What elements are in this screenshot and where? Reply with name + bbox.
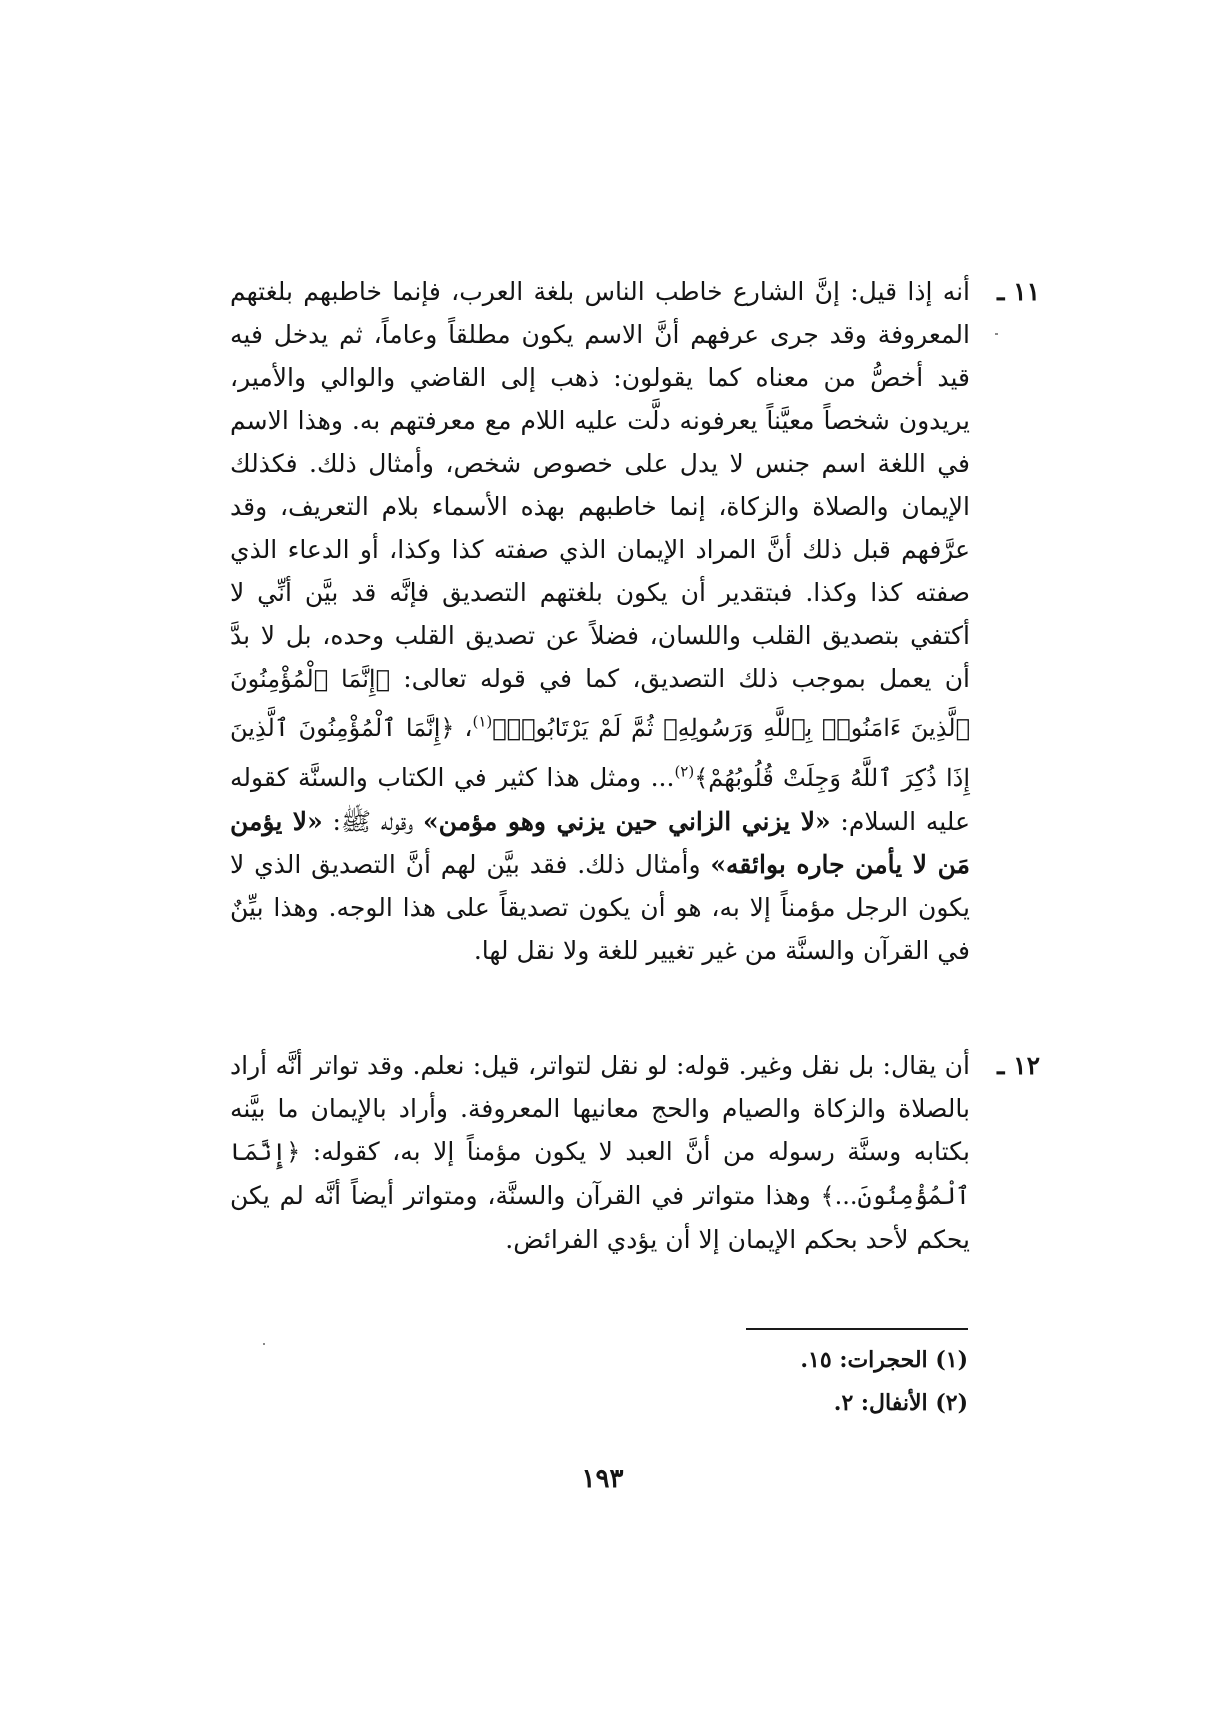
- scan-speck: [995, 333, 998, 335]
- footnote-ref: (٢): [674, 762, 695, 781]
- footnote-number: (٢): [935, 1390, 968, 1416]
- paragraph-number: ١١ ـ: [997, 277, 1040, 306]
- quran-verse: ﴿إِنَّمَا ٱلْمُؤْمِنُونَ...﴾: [230, 1138, 970, 1210]
- footnote-number: (١): [935, 1347, 968, 1373]
- text-segment: ... ومثل هذا كثير في الكتاب والسنَّة كقوله عليه السلام:: [230, 762, 970, 836]
- quran-verse: ﴿إِنَّمَا ٱلْمُؤْمِنُونَ ٱلَّذِينَ ءَامَنُوا۟ بِٱللَّهِ وَرَسُولِهِۦ ثُمَّ لَمْ يَرْتَابُوا۟﴾: [230, 665, 971, 743]
- text-segment: أنه إذا قيل: إنَّ الشارع خاطب الناس بلغة العرب، فإنما خاطبهم بلغتهم المعروفة وقد جرى عرفهم أنَّ الاسم يكون مطلقاً وعاماً، ثم يدخل فيه قيد أخصُّ من معناه كما يقولون: ذهب إلى القاضي والوالي والأمير، يريدون شخصاً معيَّناً يعرفونه دلَّت عليه اللام مع معرفتهم به. وهذا الاسم في اللغة اسم جنس لا يدل على خصوص شخص، وأمثال ذلك. فكذلك الإيمان والصلاة والزكاة، إنما خاطبهم بهذه الأسماء بلام التعريف، وقد عرَّفهم قبل ذلك أنَّ المراد الإيمان الذي صفته كذا وكذا، أو الدعاء الذي صفته كذا وكذا. فبتقدير أن يكون بلغتهم التصديق فإنَّه قد بيَّن أنِّي لا أكتفي بتصديق القلب واللسان، فضلاً عن تصديق القلب وحده، بل لا بدَّ أن يعمل بموجب ذلك التصديق، كما في قوله تعالى:: [230, 277, 971, 693]
- paragraph-number: ١٢ ـ: [997, 1051, 1040, 1080]
- scan-speck: [263, 1343, 265, 1345]
- footnote-1: [800, 1347, 968, 1373]
- text-segment: أن يقال: بل نقل وغير. قوله: لو نقل لتواتر، قيل: نعلم. وقد تواتر أنَّه أراد بالصلاة والزكاة والصيام والحج معانيها المعروفة. وأراد بالإيمان ما بيَّنه بكتابه وسنَّة رسوله من أنَّ العبد لا يكون مؤمناً إلا به، كقوله:: [230, 1051, 971, 1166]
- text-segment: وأمثال ذلك. فقد بيَّن لهم أنَّ التصديق الذي لا يكون الرجل مؤمناً إلا به، هو أن يكون تصديقاً على هذا الوجه. وهذا بيِّنٌ في القرآن والسنَّة من غير تغيير للغة ولا نقل لها.: [230, 849, 970, 965]
- paragraph-12: [230, 1044, 1040, 1261]
- hadith-quote: «لا يؤمن مَن لا يأمن جاره بوائقه»: [230, 806, 970, 879]
- hadith-quote: «لا يزني الزاني حين يزني وهو مؤمن»: [422, 806, 831, 836]
- footnote-2: [834, 1390, 968, 1416]
- footnote-text: الأنفال: ٢.: [833, 1390, 928, 1416]
- footnote-ref: (١): [472, 713, 493, 731]
- paragraph-body: [230, 1051, 970, 1254]
- text-segment: ،: [454, 713, 473, 743]
- paragraph-body: [230, 277, 970, 965]
- text-segment: وقوله ﷺ:: [322, 806, 423, 836]
- paragraph-11: [230, 270, 1040, 972]
- text-segment: وهذا متواتر في القرآن والسنَّة، ومتواتر أيضاً أنَّه لم يكن يحكم لأحد بحكم الإيمان إلا أن يؤدي الفرائض.: [230, 1181, 970, 1254]
- footnote-divider: [746, 1328, 968, 1330]
- footnote-text: الحجرات: ١٥.: [800, 1347, 928, 1373]
- page-number: ١٩٣: [581, 1464, 624, 1494]
- quran-verse: ﴿إِنَّمَا ٱلْمُؤْمِنُونَ ٱلَّذِينَ إِذَا ذُكِرَ ٱللَّهُ وَجِلَتْ قُلُوبُهُمْ﴾: [230, 714, 970, 792]
